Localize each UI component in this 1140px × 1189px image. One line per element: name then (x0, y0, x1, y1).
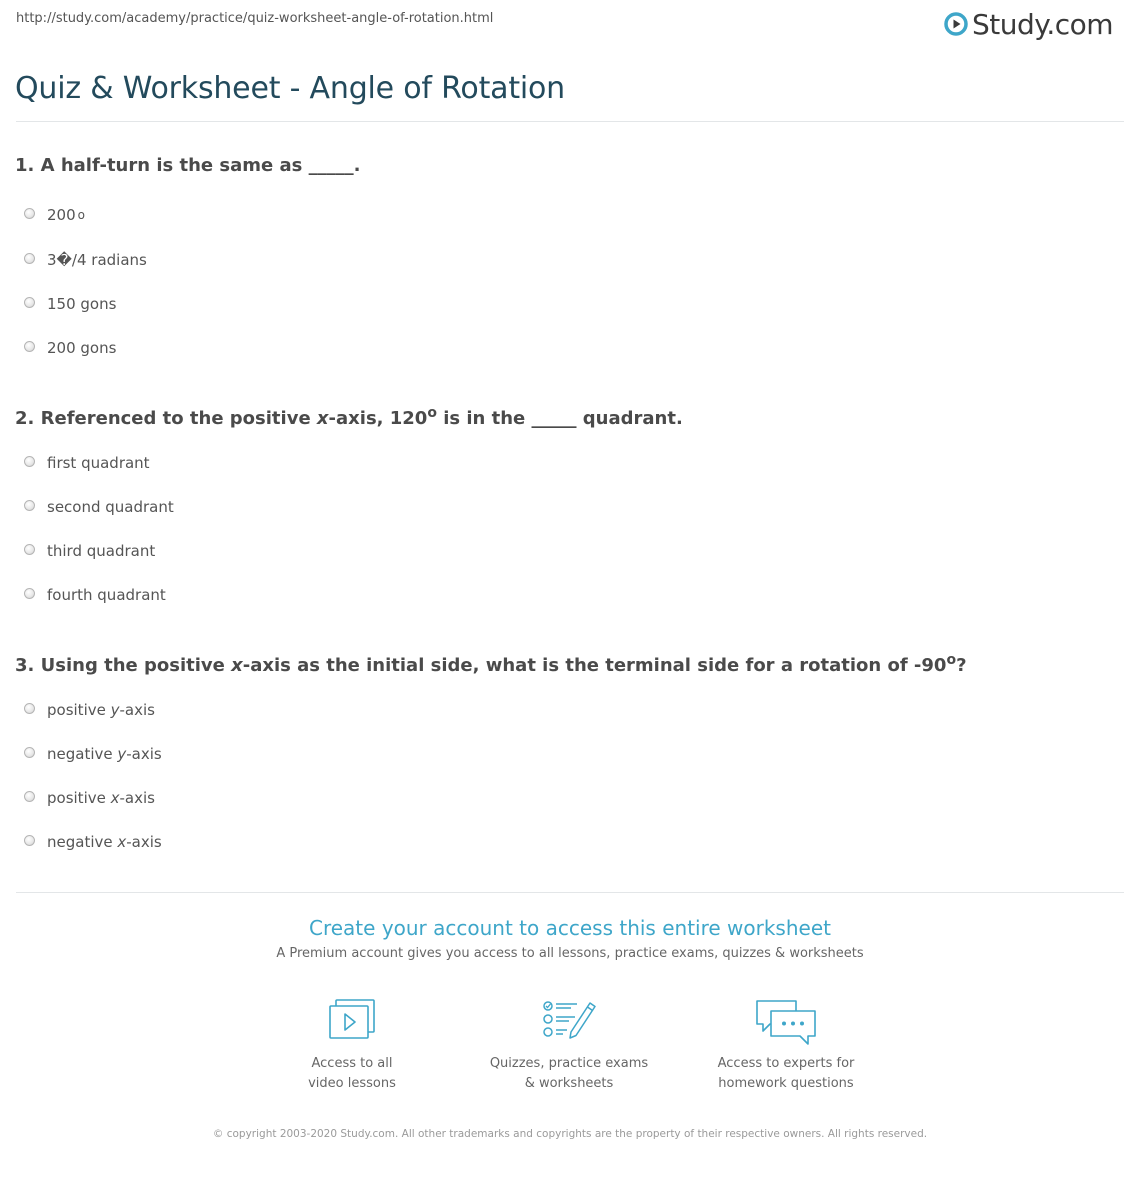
radio-button[interactable] (24, 297, 35, 308)
premium-description: A Premium account gives you access to all lessons, practice exams, quizzes & worksheets (276, 946, 864, 961)
radio-button[interactable] (24, 456, 35, 467)
page-url: http://study.com/academy/practice/quiz-worksheet-angle-of-rotation.html (16, 11, 494, 26)
copyright-notice: © copyright 2003-2020 Study.com. All other trademarks and copyrights are the property of their respective owners. All rights reserved. (212, 1128, 928, 1140)
option-label: negative (47, 833, 118, 851)
feature-caption: homework questions (718, 1076, 854, 1091)
option-1-3[interactable] (24, 294, 116, 314)
feature-experts (686, 998, 886, 1094)
question-2 (15, 405, 683, 429)
option-2-1[interactable] (24, 453, 150, 473)
option-label: positive (47, 701, 111, 719)
question-variable: x (231, 655, 243, 676)
question-1 (15, 155, 360, 176)
option-variable: x (110, 789, 120, 807)
degree-symbol: o (427, 405, 437, 421)
option-label: negative (47, 745, 118, 763)
study-logo[interactable] (944, 5, 1113, 43)
option-variable: y (110, 701, 120, 719)
logo-text: Study.com (972, 7, 1114, 41)
option-label: third quadrant (47, 542, 156, 560)
question-text: -axis, 120 (328, 408, 428, 429)
option-label: -axis (126, 745, 162, 763)
radio-button[interactable] (24, 791, 35, 802)
radio-button[interactable] (24, 341, 35, 352)
radio-button[interactable] (24, 747, 35, 758)
question-variable: x (316, 408, 329, 429)
radio-button[interactable] (24, 544, 35, 555)
divider (16, 121, 1124, 122)
option-label: positive (47, 789, 111, 807)
chat-bubbles-icon (754, 998, 818, 1048)
question-text: 3. Using the positive (15, 655, 232, 676)
question-text: -axis as the initial side, what is the terminal side for a rotation of -90 (242, 655, 947, 676)
option-label: 200 (47, 206, 76, 224)
option-2-2[interactable] (24, 497, 174, 517)
radio-button[interactable] (24, 703, 35, 714)
radio-button[interactable] (24, 500, 35, 511)
degree-symbol: o (946, 652, 957, 668)
question-text: ? (956, 655, 967, 676)
option-label: 150 gons (47, 295, 117, 313)
radio-button[interactable] (24, 835, 35, 846)
option-3-2[interactable] (24, 744, 162, 764)
option-label: -axis (126, 833, 162, 851)
option-variable: y (117, 745, 127, 763)
question-text: 2. Referenced to the positive (15, 408, 317, 429)
option-2-4[interactable] (24, 585, 166, 605)
option-label: second quadrant (47, 498, 174, 516)
question-text: 1. A half-turn is the same as _____. (15, 155, 361, 176)
option-label: 3�/4 radians (47, 251, 147, 269)
option-3-1[interactable] (24, 700, 155, 720)
video-lessons-icon (326, 998, 378, 1044)
option-1-2[interactable] (24, 250, 147, 270)
divider (16, 892, 1124, 893)
question-text: is in the _____ quadrant. (436, 408, 683, 429)
option-label: first quadrant (47, 454, 150, 472)
option-label: fourth quadrant (47, 586, 166, 604)
question-3 (15, 652, 967, 676)
page-title: Quiz & Worksheet - Angle of Rotation (15, 71, 565, 106)
feature-quizzes (469, 998, 669, 1094)
feature-caption: Quizzes, practice exams (489, 1056, 649, 1071)
option-label: 200 gons (47, 339, 117, 357)
option-1-1[interactable]: 200 o (24, 205, 85, 225)
create-account-link[interactable]: Create your account to access this entire worksheet (309, 916, 831, 940)
radio-button[interactable] (24, 208, 35, 219)
option-3-3[interactable] (24, 788, 155, 808)
feature-caption: Access to all (311, 1056, 393, 1071)
feature-caption: & worksheets (524, 1076, 614, 1091)
option-label: -axis (119, 789, 155, 807)
feature-video-lessons (252, 998, 452, 1094)
feature-caption: video lessons (308, 1076, 396, 1091)
option-2-3[interactable] (24, 541, 155, 561)
option-1-4[interactable] (24, 338, 116, 358)
option-label: -axis (119, 701, 155, 719)
quiz-checklist-icon (541, 998, 597, 1044)
feature-caption: Access to experts for (717, 1056, 855, 1071)
play-icon (944, 12, 968, 36)
radio-button[interactable] (24, 588, 35, 599)
radio-button[interactable] (24, 253, 35, 264)
option-variable: x (117, 833, 127, 851)
option-3-4[interactable] (24, 832, 162, 852)
